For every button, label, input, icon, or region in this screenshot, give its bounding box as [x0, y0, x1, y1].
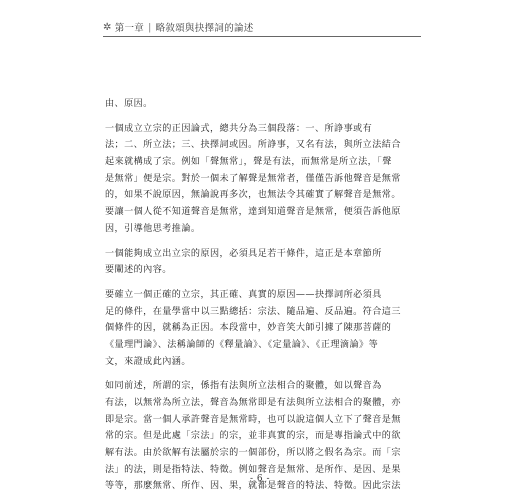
- text-line: 要讓一個人從不知道聲音是無常，達到知道聲音是無常，便須告訴他原: [105, 207, 401, 218]
- chapter-title: 略敘頌與抉擇詞的論述: [155, 23, 254, 34]
- text-line: 等等，那麼無常、所作、因、果，就都是聲音的特法、特徵。因此宗法: [105, 481, 401, 492]
- text-line: 如同前述，所謂的宗，係指有法與所立法相合的聚體，如以聲音為: [105, 381, 382, 392]
- paragraph-gap: [105, 279, 421, 287]
- body-text: [105, 96, 421, 495]
- text-line: 文，來證成此內涵。: [105, 356, 191, 367]
- text-line: 即是宗。當一個人承許聲音是無常時，也可以說這個人立下了聲音是無: [105, 414, 401, 425]
- paragraph-gap: [105, 113, 421, 121]
- text-line: 常的宗。但是此處「宗法」的宗，並非真實的宗，而是專指論式中的欲: [105, 431, 401, 442]
- text-line: 由、原因。: [105, 99, 153, 109]
- page-number: - 6 -: [249, 474, 271, 484]
- paragraph-gap: [105, 238, 421, 246]
- text-line: 因，引導他思考推論。: [105, 223, 201, 234]
- text-line: 個條件的因，就稱為正因。本段當中，妙音笑大師引據了陳那菩薩的: [105, 323, 392, 334]
- text-line: 《量理門論》、法稱論師的《釋量論》、《定量論》、《正理滴論》等: [105, 339, 379, 350]
- text-line: 要確立一個正確的立宗，其正確、真實的原因——抉擇詞所必須具: [105, 289, 382, 300]
- running-header: [103, 20, 423, 34]
- text-line: 要闡述的內容。: [105, 265, 172, 276]
- text-line: 起來就構成了宗。例如「聲無常」，聲是有法，而無常是所立法，「聲: [105, 157, 392, 168]
- header-rule: [103, 36, 421, 37]
- text-line: 一個成立立宗的正因論式，總共分為三個段落：一、所諍事或有: [105, 123, 373, 134]
- text-line: 有法，以無常為所立法，聲音為無常即是有法與所立法相合的聚體，亦: [105, 398, 401, 408]
- text-line: 法」的法，則是指特法、特徵。例如聲音是無常、是所作、是因、是果: [105, 464, 401, 475]
- paragraph-gap: [105, 370, 421, 378]
- header-separator: |: [148, 21, 152, 33]
- gear-icon: ✲: [103, 21, 112, 33]
- text-line: 是無常」便是宗。對於一個未了解聲是無常者，僅僅告訴他聲音是無常: [105, 173, 401, 184]
- text-line: 解有法。由於欲解有法屬於宗的一個部份，所以將之假名為宗。而「宗: [105, 448, 401, 459]
- text-line: 一個能夠成立出立宗的原因，必須具足若干條件，這正是本章節所: [105, 248, 382, 259]
- chapter-label: 第一章: [114, 23, 145, 34]
- text-line: 足的條件，在量學當中以三點總括：宗法、隨品遍、反品遍。符合這三: [105, 306, 401, 317]
- text-line: 的，如果不說原因，無論說再多次，也無法令其確實了解聲音是無常。: [105, 190, 401, 201]
- text-line: 法；二、所立法；三、抉擇詞或因。所諍事，又名有法，與所立法結合: [105, 140, 401, 151]
